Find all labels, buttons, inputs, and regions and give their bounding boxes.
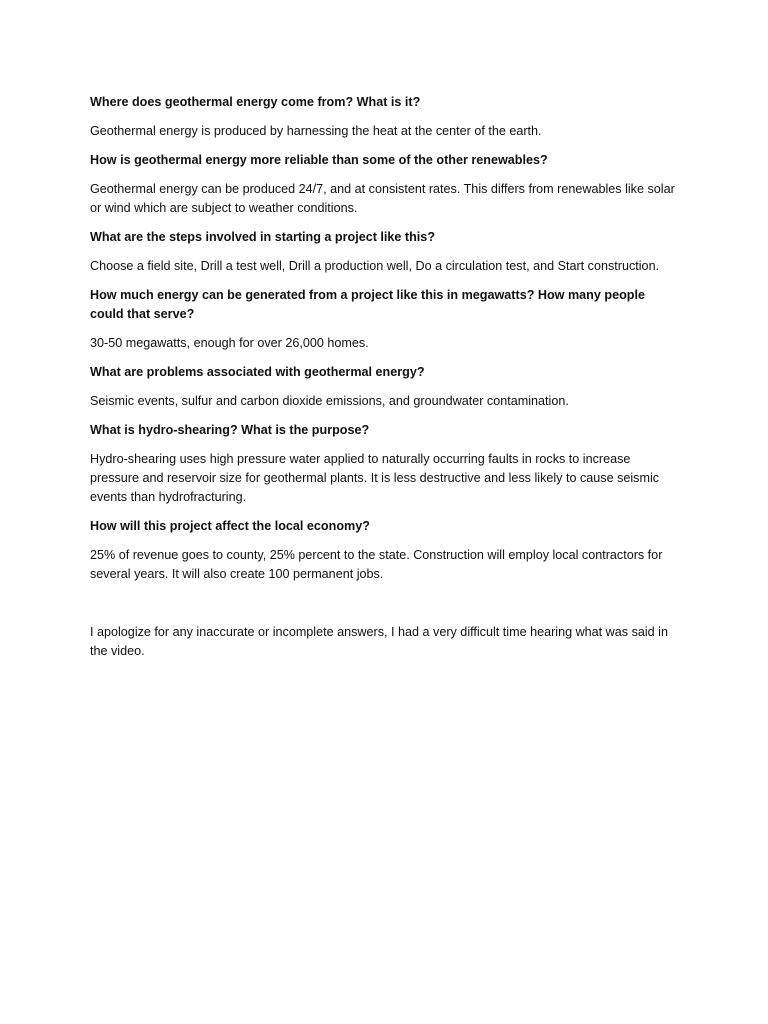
document-page <box>90 93 680 671</box>
question-1: Where does geothermal energy come from? What is it? <box>90 95 421 109</box>
answer-6: Hydro-shearing uses high pressure water applied to naturally occurring faults in rocks to increase pressure and reservoir size for geothermal plants. It is less destructive and less likely to cause seismic events than hydrofracturing. <box>90 452 660 504</box>
answer-3: Choose a field site, Drill a test well, Drill a production well, Do a circulation test, and Start construction. <box>90 259 660 273</box>
answer-7: 25% of revenue goes to county, 25% percent to the state. Construction will employ local contractors for several years. It will also create 100 permanent jobs. <box>90 548 663 581</box>
answer-1: Geothermal energy is produced by harnessing the heat at the center of the earth. <box>90 124 542 138</box>
question-3: What are the steps involved in starting a project like this? <box>90 230 436 244</box>
question-5: What are problems associated with geothermal energy? <box>90 365 425 379</box>
closing-note: I apologize for any inaccurate or incomplete answers, I had a very difficult time hearing what was said in the video. <box>90 625 668 658</box>
question-7: How will this project affect the local economy? <box>90 519 370 533</box>
blank-space <box>90 594 680 623</box>
question-2: How is geothermal energy more reliable than some of the other renewables? <box>90 153 548 167</box>
answer-2: Geothermal energy can be produced 24/7, and at consistent rates. This differs from renewables like solar or wind which are subject to weather conditions. <box>90 182 675 215</box>
question-4: How much energy can be generated from a project like this in megawatts? How many people could that serve? <box>90 288 645 321</box>
answer-4: 30-50 megawatts, enough for over 26,000 homes. <box>90 336 369 350</box>
answer-5: Seismic events, sulfur and carbon dioxide emissions, and groundwater contamination. <box>90 394 569 408</box>
question-6: What is hydro-shearing? What is the purpose? <box>90 423 370 437</box>
